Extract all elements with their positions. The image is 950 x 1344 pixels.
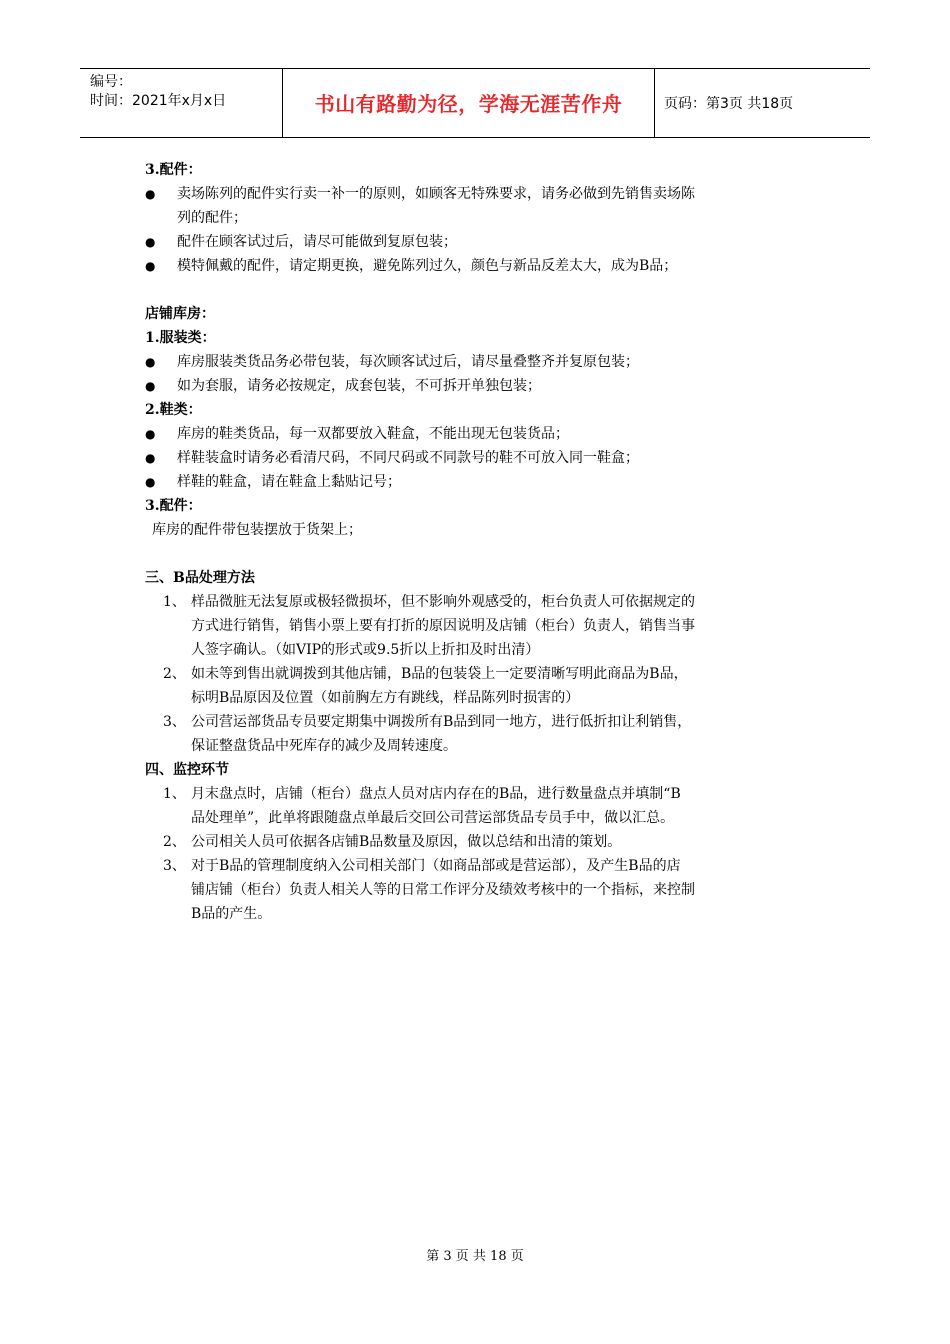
section-heading: 店铺库房： (145, 306, 215, 322)
item-text: 保证整盘货品中死库存的减少及周转速度。 (191, 738, 457, 754)
list-item-text: 卖场陈列的配件实行卖一补一的原则，如顾客无特殊要求，请务必做到先销售卖场陈 (177, 186, 695, 202)
item-text: 样品微脏无法复原或极轻微损坏，但不影响外观感受的，柜台负责人可依据规定的 (191, 594, 695, 610)
numbered-item-continuation (145, 806, 815, 830)
list-item-text: 列的配件； (177, 210, 247, 226)
item-text: 铺店铺（柜台）负责人相关人等的日常工作评分及绩效考核中的一个指标，来控制 (191, 882, 695, 898)
item-text: 公司相关人员可依据各店铺B品数量及原因，做以总结和出清的策划。 (191, 834, 622, 850)
page-footer: 第 3 页 共 18 页 (426, 1249, 524, 1264)
list-item (145, 254, 815, 278)
spacer (145, 278, 815, 302)
list-item (145, 446, 815, 470)
numbered-item (145, 782, 815, 806)
bullet-icon: ● (145, 259, 156, 273)
numbered-item (145, 854, 815, 878)
list-item (145, 230, 815, 254)
list-item-text: 库房的鞋类货品，每一双都要放入鞋盒，不能出现无包装货品； (177, 426, 569, 442)
item-number: 3、 (163, 714, 186, 730)
header-divider (654, 69, 655, 137)
numbered-item (145, 830, 815, 854)
item-text: 人签字确认。（如VIP的形式或9.5折以上折扣及时出清） (191, 642, 540, 658)
spacer (145, 542, 815, 566)
list-item (145, 470, 815, 494)
subsection-heading: 2.鞋类： (145, 402, 202, 418)
bullet-icon: ● (145, 451, 156, 465)
document-time-label: 时间：2021年x月x日 (90, 93, 227, 109)
item-text: B品的产生。 (191, 906, 272, 922)
list-item-text: 样鞋装盒时请务必看清尺码，不同尺码或不同款号的鞋不可放入同一鞋盒； (177, 450, 639, 466)
subsection-heading: 3.配件： (145, 498, 202, 514)
header-meta (90, 73, 226, 111)
paragraph (145, 518, 815, 542)
item-text: 如未等到售出就调拨到其他店铺，B品的包装袋上一定要清晰写明此商品为B品， (191, 666, 688, 682)
section-heading: 3.配件： (145, 162, 202, 178)
bullet-icon: ● (145, 427, 156, 441)
list-item-text: 样鞋的鞋盒，请在鞋盒上黏贴记号； (177, 474, 401, 490)
numbered-item (145, 590, 815, 614)
list-item-continuation (145, 206, 815, 230)
numbered-item-continuation (145, 878, 815, 902)
header-motto: 书山有路勤为径，学海无涯苦作舟 (314, 92, 623, 116)
item-text: 品处理单”，此单将跟随盘点单最后交回公司营运部货品专员手中，做以汇总。 (191, 810, 675, 826)
section-heading: 三、B品处理方法 (145, 570, 255, 586)
item-text: 公司营运部货品专员要定期集中调拨所有B品到同一地方，进行低折扣让利销售， (191, 714, 692, 730)
numbered-item-continuation (145, 638, 815, 662)
item-number: 1、 (163, 786, 186, 802)
list-item (145, 422, 815, 446)
item-number: 2、 (163, 666, 186, 682)
bullet-icon: ● (145, 187, 156, 201)
list-item-text: 库房服装类货品务必带包装，每次顾客试过后，请尽量叠整齐并复原包装； (177, 354, 639, 370)
item-text: 标明B品原因及位置（如前胸左方有跳线，样品陈列时损害的） (191, 690, 580, 706)
numbered-item-continuation (145, 614, 815, 638)
bullet-icon: ● (145, 475, 156, 489)
numbered-item-continuation (145, 902, 815, 926)
list-item (145, 374, 815, 398)
item-text: 方式进行销售，销售小票上要有打折的原因说明及店铺（柜台）负责人，销售当事 (191, 618, 695, 634)
item-text: 对于B品的管理制度纳入公司相关部门（如商品部或是营运部），及产生B品的店 (191, 858, 681, 874)
list-item (145, 350, 815, 374)
item-text: 月末盘点时，店铺（柜台）盘点人员对店内存在的B品，进行数量盘点并填制“B (191, 786, 681, 802)
list-item-text: 如为套服，请务必按规定，成套包装，不可拆开单独包装； (177, 378, 541, 394)
item-number: 2、 (163, 834, 186, 850)
list-item (145, 182, 815, 206)
document-header (80, 68, 870, 138)
numbered-item-continuation (145, 734, 815, 758)
item-number: 3、 (163, 858, 186, 874)
numbered-item (145, 662, 815, 686)
bullet-icon: ● (145, 235, 156, 249)
list-item-text: 配件在顾客试过后，请尽可能做到复原包装； (177, 234, 457, 250)
list-item-text: 模特佩戴的配件，请定期更换，避免陈列过久，颜色与新品反差太大，成为B品； (177, 258, 678, 274)
bullet-icon: ● (145, 379, 156, 393)
subsection-heading: 1.服装类： (145, 330, 216, 346)
document-body (145, 158, 815, 926)
document-number-label: 编号： (90, 74, 132, 90)
item-number: 1、 (163, 594, 186, 610)
header-page-label: 页码：第3页 共18页 (664, 96, 794, 112)
bullet-icon: ● (145, 355, 156, 369)
section-heading: 四、监控环节 (145, 762, 229, 778)
paragraph-text: 库房的配件带包装摆放于货架上； (152, 522, 362, 538)
numbered-item-continuation (145, 686, 815, 710)
numbered-item (145, 710, 815, 734)
